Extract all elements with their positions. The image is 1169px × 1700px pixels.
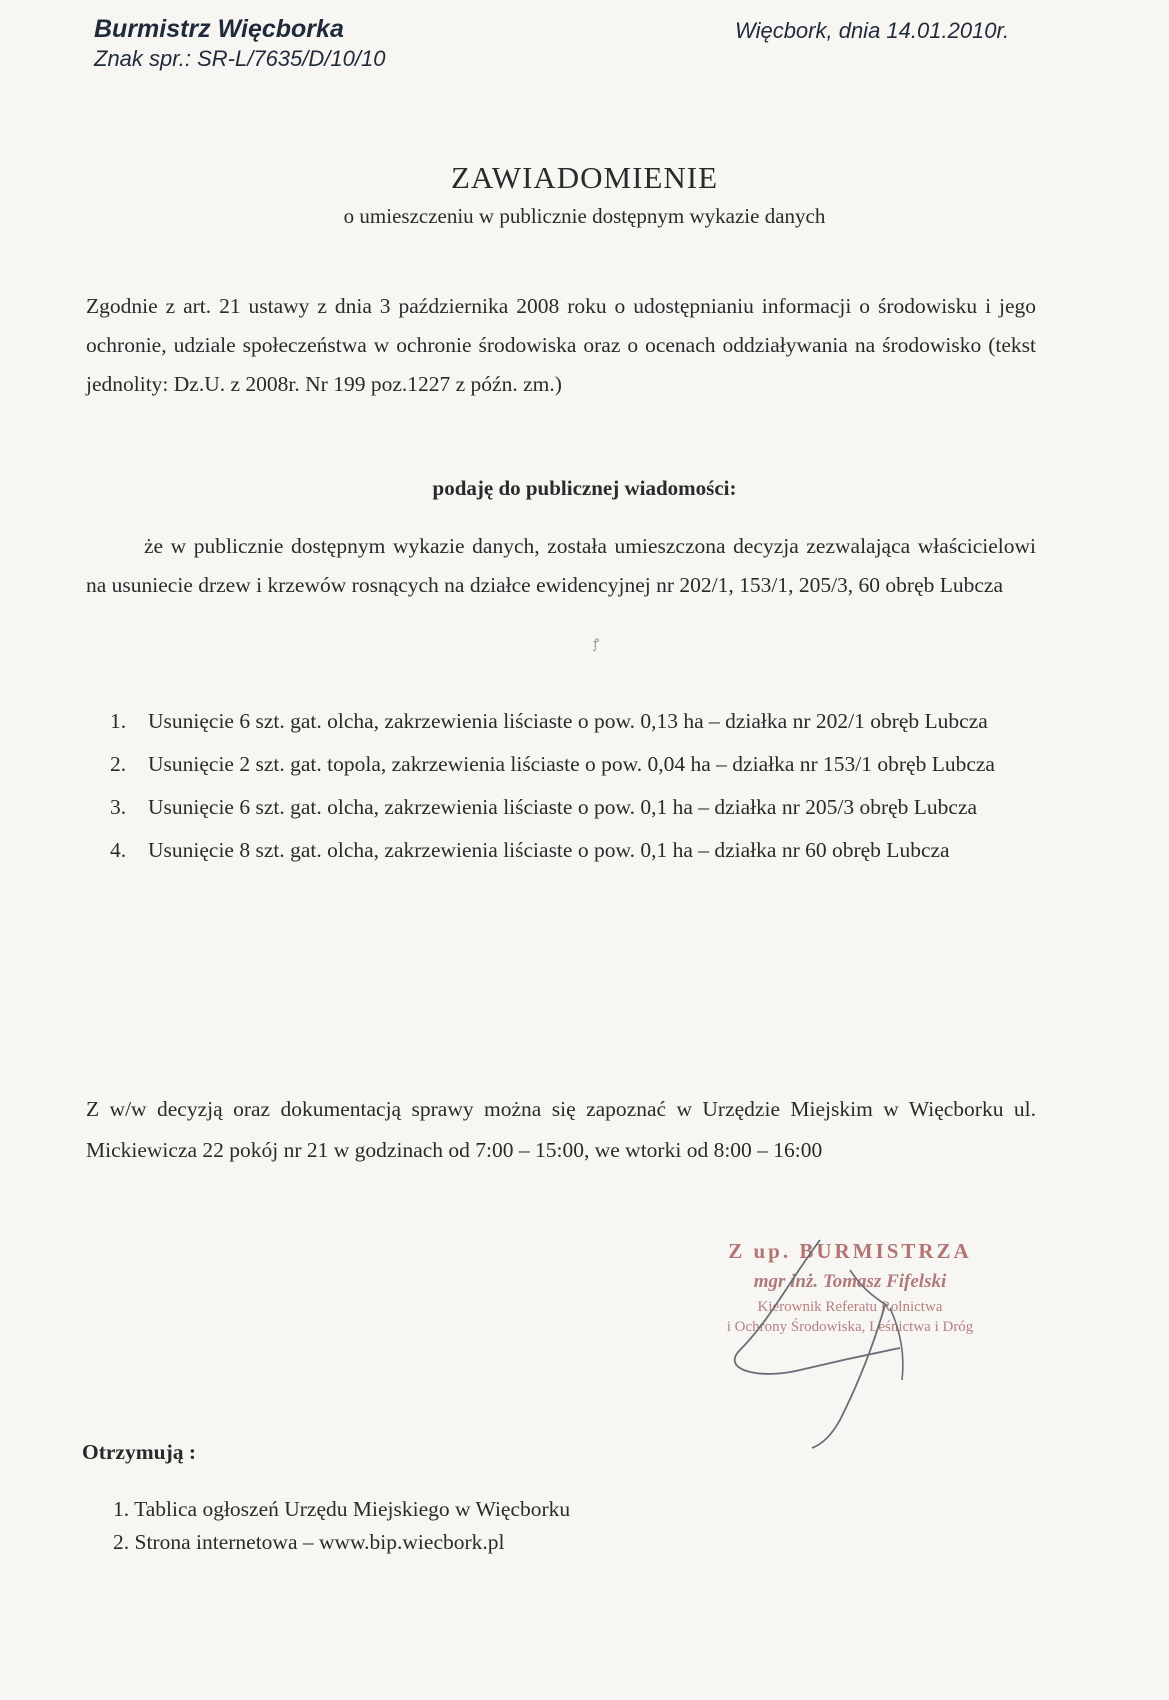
announcement-heading: podaję do publicznej wiadomości:	[432, 476, 737, 500]
place-and-date: Więcbork, dnia 14.01.2010r.	[735, 18, 1010, 43]
reference-number: Znak spr.: SR-L/7635/D/10/10	[94, 46, 386, 71]
list-item	[110, 786, 1036, 829]
list-item-number: 3.	[110, 795, 127, 819]
list-item	[110, 743, 1036, 786]
list-item	[110, 700, 1036, 743]
stamp-line-name: mgr inż. Tomasz Fifelski	[753, 1271, 947, 1292]
legal-basis-paragraph: Zgodnie z art. 21 ustawy z dnia 3 października 2008 roku o udostępnianiu informacji o środowisku i jego ochronie, udziale społeczeństwa w ochronie środowiska oraz o ocenach oddziaływania na środowisko (tekst jednolity: Dz.U. z 2008r. Nr 199 poz.1227 z późn. zm.)	[86, 294, 1036, 396]
stamp-line-position: Kierownik Referatu Rolnictwa	[757, 1299, 943, 1315]
list-item-text: Usunięcie 6 szt. gat. olcha, zakrzewienia liściaste o pow. 0,1 ha – działka nr 205/3 obręb Lubcza	[148, 795, 978, 819]
document-title: ZAWIADOMIENIE	[450, 160, 719, 195]
list-item-number: 4.	[110, 838, 127, 862]
list-item-text: Usunięcie 8 szt. gat. olcha, zakrzewienia liściaste o pow. 0,1 ha – działka nr 60 obręb Lubcza	[148, 838, 950, 862]
recipients-list	[113, 1493, 570, 1559]
recipient-item: 2. Strona internetowa – www.bip.wiecbork.pl	[113, 1530, 505, 1554]
decision-paragraph	[86, 527, 1036, 605]
list-item-number: 2.	[110, 752, 127, 776]
recipients-heading: Otrzymują :	[82, 1440, 197, 1464]
scan-mark: ꝭ	[593, 636, 600, 651]
decision-text: że w publicznie dostępnym wykazie danych, została umieszczona decyzja zezwalająca właścicielowi na usuniecie drzew i krzewów rosnących na działce ewidencyjnej nr 202/1, 153/1, 205/3, 60 obręb Lubcza	[86, 534, 1036, 597]
list-item	[110, 829, 1036, 872]
issuing-office: Burmistrz Więcborka	[94, 15, 344, 43]
inspection-info-paragraph: Z w/w decyzją oraz dokumentacją sprawy można się zapoznać w Urzędzie Miejskim w Więcborku ul. Mickiewicza 22 pokój nr 21 w godzinach od 7:00 – 15:00, we wtorki od 8:00 – 16:00	[86, 1097, 1036, 1162]
handwritten-signature	[700, 1230, 960, 1450]
stamp-line-authority: Z up. BURMISTRZA	[728, 1239, 972, 1263]
removal-list	[110, 700, 1036, 872]
recipient-item: 1. Tablica ogłoszeń Urzędu Miejskiego w Więcborku	[113, 1497, 571, 1521]
list-item-text: Usunięcie 6 szt. gat. olcha, zakrzewienia liściaste o pow. 0,13 ha – działka nr 202/1 obręb Lubcza	[148, 709, 988, 733]
letterhead	[94, 14, 385, 74]
list-item-text: Usunięcie 2 szt. gat. topola, zakrzewienia liściaste o pow. 0,04 ha – działka nr 153/1 obręb Lubcza	[148, 752, 995, 776]
list-item-number: 1.	[110, 709, 127, 733]
document-subtitle: o umieszczeniu w publicznie dostępnym wykazie danych	[343, 204, 826, 228]
stamp-line-department: i Ochrony Środowiska, Leśnictwa i Dróg	[726, 1319, 974, 1335]
